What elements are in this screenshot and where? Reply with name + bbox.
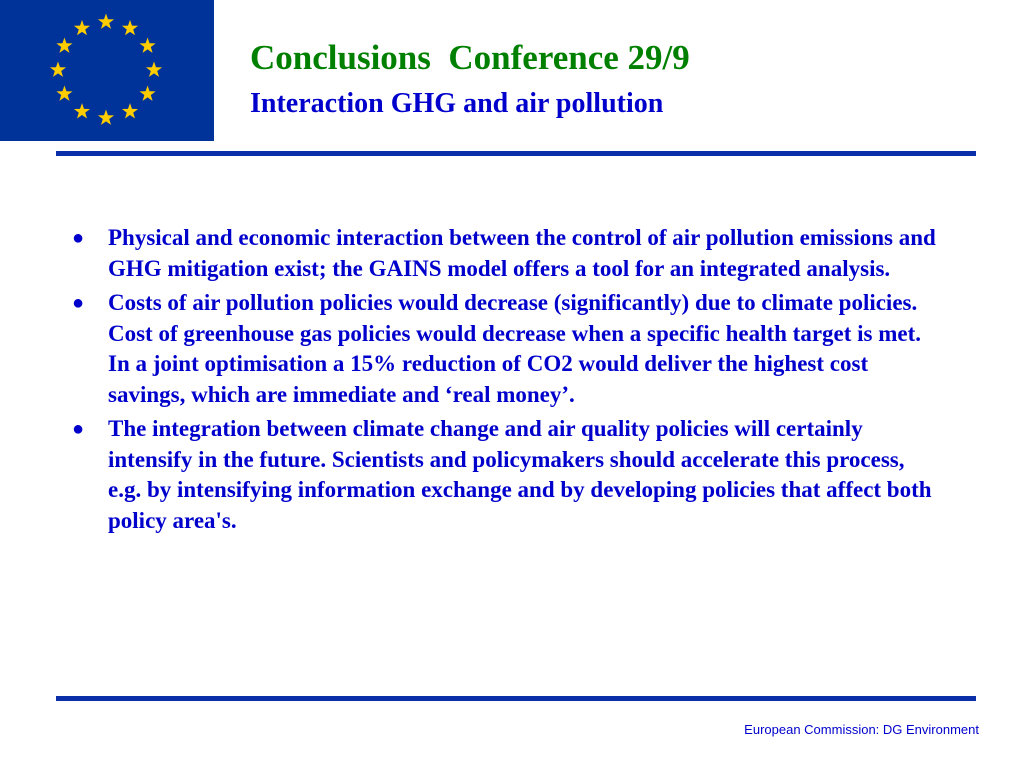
- bullet-dot-icon: ●: [72, 418, 85, 440]
- bullet-item: [70, 414, 940, 536]
- footer-text: European Commission: DG Environment: [744, 722, 979, 737]
- bullet-item: [70, 288, 940, 410]
- header-divider: [56, 151, 976, 156]
- bullet-item: [70, 223, 940, 284]
- footer-divider: [56, 696, 976, 701]
- slide-subtitle: Interaction GHG and air pollution: [250, 88, 664, 119]
- bullet-list: [70, 223, 940, 540]
- slide-title: Conclusions Conference 29/9: [250, 38, 690, 77]
- eu-flag-icon: [0, 0, 214, 141]
- eu-flag-logo: [0, 0, 214, 141]
- bullet-dot-icon: ●: [72, 292, 85, 314]
- bullet-text: Physical and economic interaction between the control of air pollution emissions and GHG mitigation exist; the GAINS model offers a tool for an integrated analysis.: [108, 225, 936, 281]
- bullet-text: Costs of air pollution policies would decrease (significantly) due to climate policies. Cost of greenhouse gas policies would decrease when a specific health target is met. In a joint optimisation a 15% reduction of CO2 would deliver the highest cost savings, which are immediate and ‘real money’.: [108, 290, 922, 407]
- bullet-dot-icon: ●: [72, 227, 85, 249]
- bullet-text: The integration between climate change and air quality policies will certainly intensify in the future. Scientists and policymakers should accelerate this process, e.g. by intensifying information exchange and by developing policies that affect both policy area's.: [108, 416, 932, 533]
